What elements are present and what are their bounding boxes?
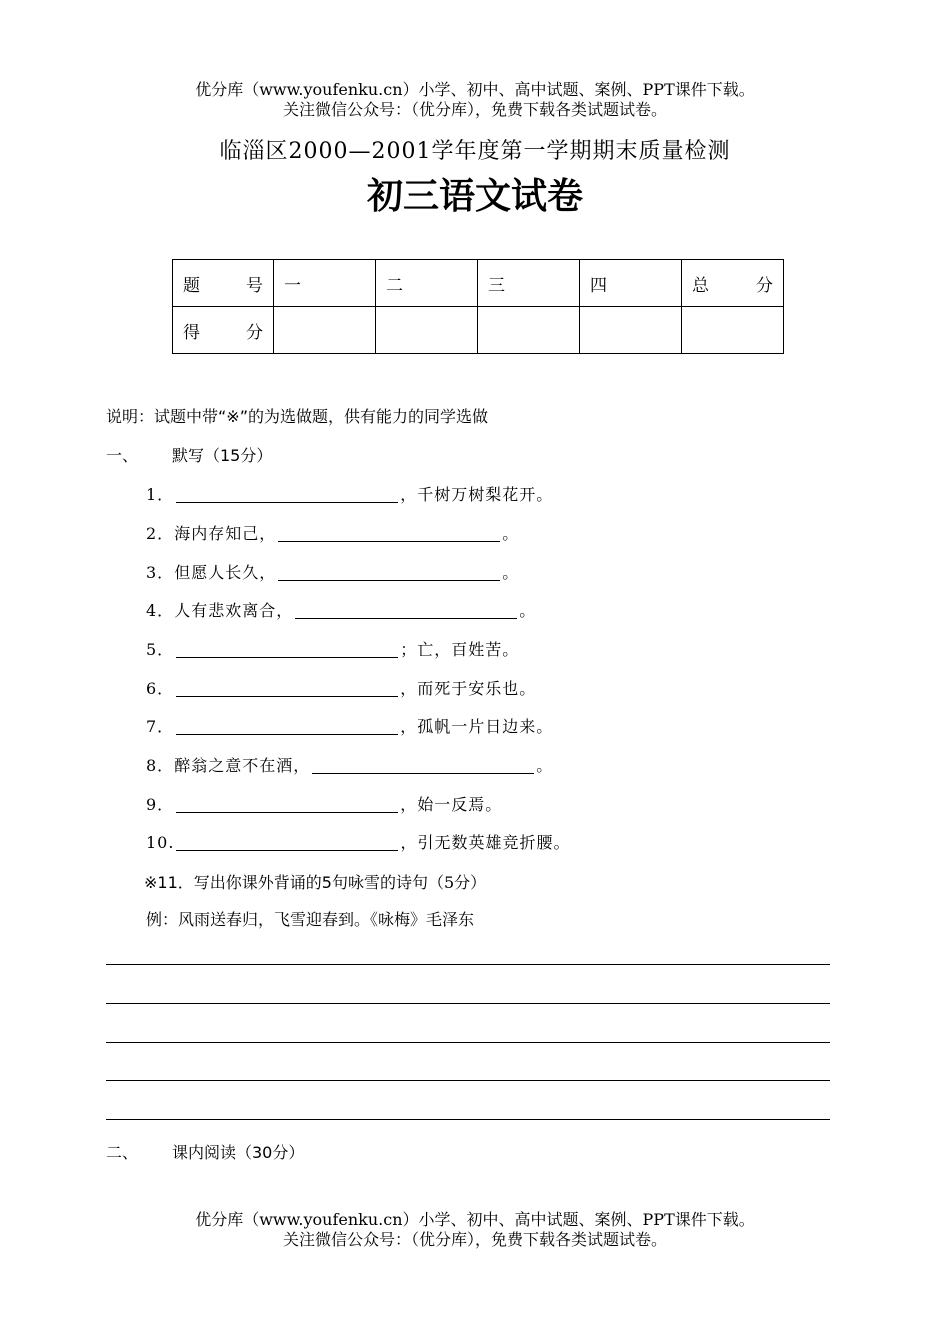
question-11	[144, 870, 486, 893]
dictation-item-6	[146, 676, 536, 699]
row-label-score	[173, 307, 274, 354]
item-before: 醉翁之意不在酒，	[174, 756, 311, 775]
item-number: 2．	[146, 524, 175, 543]
item-number: 9．	[146, 795, 175, 814]
item-before: 人有悲欢离合，	[174, 601, 294, 620]
header-cell-total	[682, 260, 784, 307]
item-number: 8．	[146, 756, 175, 775]
answer-blank[interactable]	[295, 602, 517, 619]
item-before: 海内存知己，	[174, 524, 277, 543]
item-number: 6．	[146, 679, 175, 698]
score-table-score-row	[173, 307, 784, 354]
score-table	[172, 259, 784, 354]
header-line-2: 关注微信公众号：（优分库），免费下载各类试题试卷。	[282, 100, 667, 119]
header-cell-section-2: 二	[376, 260, 478, 307]
score-cell-section-2[interactable]	[376, 307, 478, 354]
item-after: ，引无数英雄竞折腰。	[400, 833, 571, 852]
cell-text: 总	[692, 275, 709, 296]
section-number: 一、	[106, 446, 139, 465]
item-after: ；亡，百姓苦。	[400, 640, 520, 659]
dictation-item-2	[146, 521, 519, 544]
answer-line-4[interactable]	[106, 1080, 830, 1081]
item-after: 。	[502, 563, 520, 582]
dictation-item-1	[146, 482, 553, 505]
item-number: 1．	[146, 485, 175, 504]
score-cell-total[interactable]	[682, 307, 784, 354]
answer-blank[interactable]	[176, 641, 398, 658]
header-cell-question-number	[173, 260, 274, 307]
answer-blank[interactable]	[278, 564, 500, 581]
answer-blank[interactable]	[176, 680, 398, 697]
dictation-item-3	[146, 560, 519, 583]
score-cell-section-3[interactable]	[478, 307, 580, 354]
item-number: 5．	[146, 640, 175, 659]
answer-blank[interactable]	[278, 525, 500, 542]
score-cell-section-1[interactable]	[274, 307, 376, 354]
dictation-item-8	[146, 753, 553, 776]
item-number: 4．	[146, 601, 175, 620]
instructions-note: 说明：试题中带“※”的为选做题，供有能力的同学选做	[106, 407, 488, 426]
answer-line-2[interactable]	[106, 1003, 830, 1004]
exam-title: 初三语文试卷	[366, 176, 583, 217]
item-before: 但愿人长久，	[174, 563, 277, 582]
dictation-item-5	[146, 637, 519, 660]
header-line-1: 优分库（www.youfenku.cn）小学、初中、高中试题、案例、PPT课件下载。	[195, 80, 755, 99]
section-1-heading	[106, 443, 272, 466]
dictation-item-7	[146, 714, 553, 737]
footer-line-2: 关注微信公众号：（优分库），免费下载各类试题试卷。	[282, 1230, 667, 1249]
item-number: 3．	[146, 563, 175, 582]
question-points: （5分）	[427, 873, 487, 892]
item-after: 。	[519, 601, 537, 620]
item-number: 10.	[146, 833, 175, 852]
dictation-item-10	[146, 830, 570, 853]
cell-text: 号	[246, 275, 263, 296]
item-after: ，而死于安乐也。	[400, 679, 537, 698]
footer-line-1: 优分库（www.youfenku.cn）小学、初中、高中试题、案例、PPT课件下载。	[195, 1210, 755, 1229]
header-cell-section-1: 一	[274, 260, 376, 307]
item-after: ，始一反焉。	[400, 795, 503, 814]
score-table-header-row	[173, 260, 784, 307]
header-cell-section-4: 四	[580, 260, 682, 307]
score-cell-section-4[interactable]	[580, 307, 682, 354]
cell-text: 题	[183, 275, 200, 296]
cell-text: 分	[756, 275, 773, 296]
section-2-heading	[106, 1140, 304, 1163]
item-after: 。	[502, 524, 520, 543]
section-title: 课内阅读（30分）	[172, 1143, 305, 1162]
question-text: ※11．写出你课外背诵的5句咏雪的诗句	[144, 873, 428, 892]
cell-text: 分	[246, 322, 263, 343]
answer-line-1[interactable]	[106, 964, 830, 965]
dictation-item-9	[146, 792, 502, 815]
item-number: 7．	[146, 717, 175, 736]
dictation-item-4	[146, 598, 536, 621]
answer-blank[interactable]	[312, 757, 534, 774]
section-number: 二、	[106, 1143, 139, 1162]
section-title: 默写（15分）	[172, 446, 273, 465]
cell-text: 得	[183, 322, 200, 343]
item-after: ，千树万树梨花开。	[400, 485, 554, 504]
answer-line-5[interactable]	[106, 1119, 830, 1120]
exam-subtitle: 临淄区2000—2001学年度第一学期期末质量检测	[219, 139, 731, 164]
item-after: ，孤帆一片日边来。	[400, 717, 554, 736]
answer-blank[interactable]	[176, 718, 398, 735]
answer-blank[interactable]	[176, 486, 398, 503]
answer-blank[interactable]	[176, 796, 398, 813]
example-line: 例：风雨送春归，飞雪迎春到。《咏梅》毛泽东	[146, 910, 475, 929]
item-after: 。	[536, 756, 554, 775]
answer-line-3[interactable]	[106, 1042, 830, 1043]
header-cell-section-3: 三	[478, 260, 580, 307]
answer-blank[interactable]	[176, 834, 398, 851]
